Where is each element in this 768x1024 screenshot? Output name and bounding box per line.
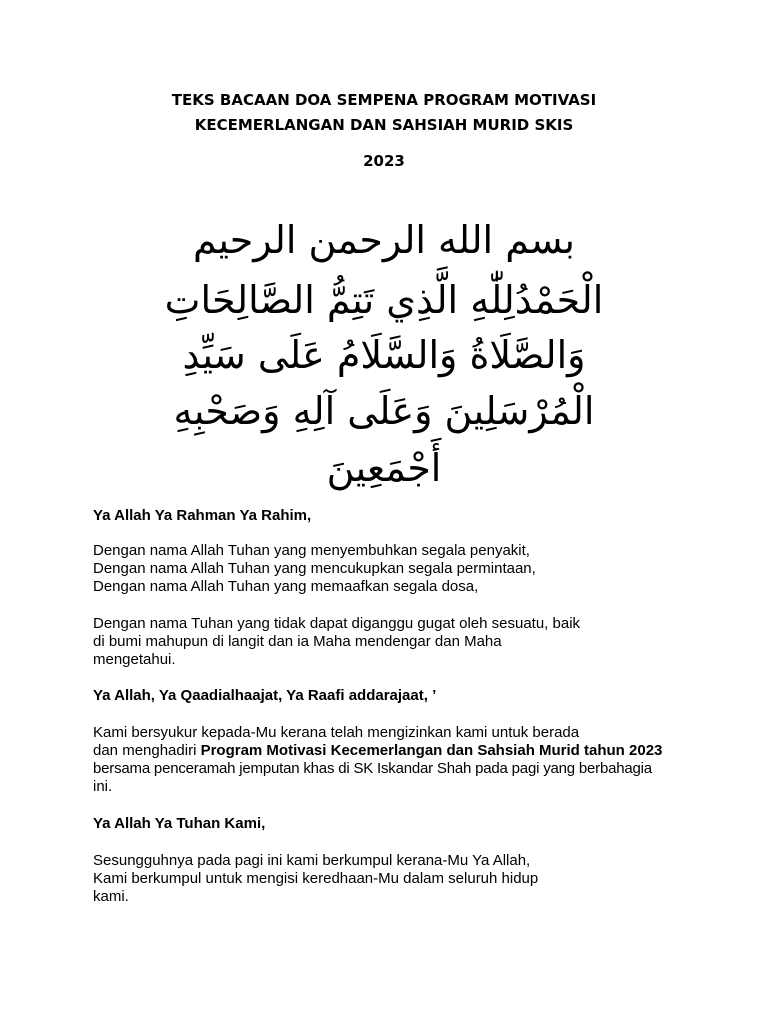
paragraph-1-line-1: Dengan nama Allah Tuhan yang menyembuhkan segala penyakit, bbox=[93, 542, 530, 559]
doa-heading-3: Ya Allah Ya Tuhan Kami, bbox=[93, 815, 266, 832]
document-title-line-2: KECEMERLANGAN DAN SAHSIAH MURID SKIS bbox=[194, 116, 574, 134]
arabic-line-4: الْمُرْسَلِينَ وَعَلَى آلِهِ وَصَحْبِهِ bbox=[173, 389, 595, 433]
paragraph-3-line-2 bbox=[93, 742, 693, 760]
arabic-line-2: الْحَمْدُلِلّٰهِ الَّذِي تَتِمُّ الصَّالِحَاتِ bbox=[164, 278, 604, 322]
arabic-line-3: وَالصَّلَاةُ وَالسَّلَامُ عَلَى سَيِّدِ bbox=[182, 333, 586, 377]
paragraph-2-line-2: di bumi mahupun di langit dan ia Maha mendengar dan Maha bbox=[93, 633, 502, 650]
paragraph-1-line-3: Dengan nama Allah Tuhan yang memaafkan segala dosa, bbox=[93, 578, 479, 595]
paragraph-2-line-3: mengetahui. bbox=[93, 651, 176, 668]
program-name: Program Motivasi Kecemerlangan dan Sahsiah Murid tahun 2023 bbox=[200, 742, 663, 759]
document-title-line-1: TEKS BACAAN DOA SEMPENA PROGRAM MOTIVASI bbox=[171, 91, 597, 109]
paragraph-3-line-2-prefix: dan menghadiri bbox=[93, 742, 201, 759]
doa-heading-1: Ya Allah Ya Rahman Ya Rahim, bbox=[93, 507, 312, 524]
paragraph-1-line-2: Dengan nama Allah Tuhan yang mencukupkan segala permintaan, bbox=[93, 560, 536, 577]
paragraph-4-line-1: Sesungguhnya pada pagi ini kami berkumpul kerana-Mu Ya Allah, bbox=[93, 852, 531, 869]
doa-heading-2: Ya Allah, Ya Qaadialhaajat, Ya Raafi addarajaat, ’ bbox=[93, 687, 437, 704]
paragraph-3-line-4: ini. bbox=[93, 778, 113, 795]
arabic-line-5: أَجْمَعِينَ bbox=[326, 446, 442, 490]
paragraph-2-line-1: Dengan nama Tuhan yang tidak dapat diganggu gugat oleh sesuatu, baik bbox=[93, 615, 581, 632]
paragraph-3-line-1: Kami bersyukur kepada-Mu kerana telah mengizinkan kami untuk berada bbox=[93, 724, 580, 741]
arabic-basmalah: بسم الله الرحمن الرحيم bbox=[193, 218, 575, 262]
paragraph-4-line-2: Kami berkumpul untuk mengisi keredhaan-Mu dalam seluruh hidup bbox=[93, 870, 539, 887]
document-year: 2023 bbox=[363, 152, 405, 170]
paragraph-4-line-3: kami. bbox=[93, 888, 129, 905]
paragraph-3-line-3: bersama penceramah jemputan khas di SK Iskandar Shah pada pagi yang berbahagia bbox=[93, 760, 652, 777]
